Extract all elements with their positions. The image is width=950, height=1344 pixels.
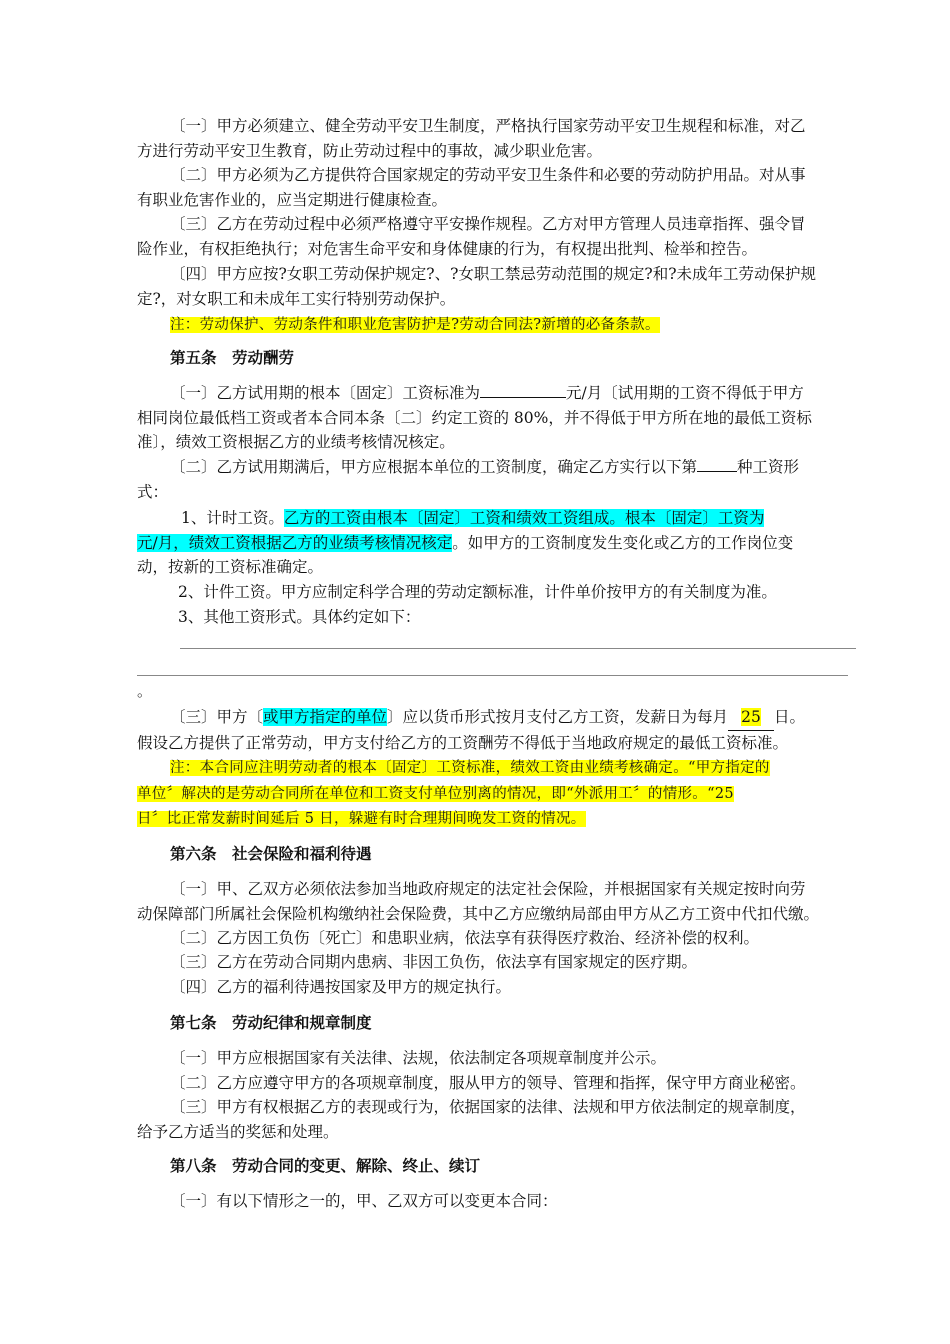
art6-heading: 第六条 社会保险和福利待遇 [170,844,372,863]
art4-note [137,312,862,338]
item1-line3: 动，按新的工资标准确定。 [137,558,324,576]
art8-clause-1 [137,1189,862,1214]
art4-clause-4-line2: 定?，对女职工和未成年工实行特别劳动保护。 [137,289,456,308]
art8-clause-1-text: 〔一〕有以下情形之一的，甲、乙双方可以变更本合同： [170,1192,558,1210]
payday-value: 25 [741,708,761,726]
art5-note-line2: 单位〞解决的是劳动合同所在单位和工资支付单位别离的情况，即“外派用工〞的情形。“25 [137,785,734,802]
wage-type-blank [697,456,737,472]
art5-clause-3-line2: 假设乙方提供了正常劳动，甲方支付给乙方的工资酬劳不得低于当地政府规定的最低工资标准。 [137,733,789,752]
item1-highlight-1: 乙方的工资由根本〔固定〕工资和绩效工资组成。根本〔固定〕工资为 [283,509,765,527]
art4-clause-1 [137,114,862,163]
art5-clause-1-text-b: 元/月〔试用期的工资不得低于甲方 [566,384,804,402]
art7-clause-1-text: 〔一〕甲方应根据国家有关法律、法规，依法制定各项规章制度并公示。 [170,1049,667,1067]
art5-clause-1-text-a: 〔一〕乙方试用期的根本〔固定〕工资标准为 [170,384,481,402]
art5-note-line1: 注：本合同应注明劳动者的根本〔固定〕工资标准，绩效工资由业绩考核确定。“甲方指定的 [170,760,770,776]
art4-clause-2 [137,163,862,212]
item1-label: 1、计时工资。 [181,509,284,527]
art6-clause-1-line1: 〔一〕甲、乙双方必须依法参加当地政府规定的法定社会保险，并根据国家有关规定按时向劳 [170,880,806,898]
art7-heading: 第七条 劳动纪律和规章制度 [170,1013,372,1032]
item3-text: 3、其他工资形式。具体约定如下： [178,608,421,626]
art6-clause-3-text: 〔三〕乙方在劳动合同期内患病、非因工负伤，依法享有国家规定的医疗期。 [170,953,698,971]
end-mark: 。 [137,682,153,700]
fill-in-line-2 [137,675,848,676]
art6-clause-2 [137,926,862,951]
art4-clause-1-line1: 〔一〕甲方必须建立、健全劳动平安卫生制度，严格执行国家劳动平安卫生规程和标准，对乙 [170,117,806,135]
designated-unit-highlight: 或甲方指定的单位 [263,708,388,726]
art6-clause-3 [137,950,862,975]
art5-clause-1-line2: 相同岗位最低档工资或者本合同本条〔二〕约定工资的 80%，并不得低于甲方所在地的最低工资标 [137,408,812,427]
art4-clause-4 [137,262,862,311]
art4-clause-1-line2: 方进行劳动平安卫生教育，防止劳动过程中的事故，减少职业危害。 [137,141,603,160]
art4-clause-4-line1: 〔四〕甲方应按?女职工劳动保护规定?、?女职工禁忌劳动范围的规定?和?未成年工劳动保护规 [170,265,817,283]
art5-note-line3: 日〞比正常发薪时间延后 5 日，躲避有时合理期间晚发工资的情况。 [137,811,586,827]
art5-clause-3-text-a: 〔三〕甲方〔 [170,708,264,726]
art5-item-2 [137,580,862,605]
base-wage-blank [480,382,566,398]
art7-clause-1 [137,1046,862,1071]
item1-text-b: 。如甲方的工资制度发生变化或乙方的工作岗位变 [452,533,794,552]
art7-clause-2-text: 〔二〕乙方应遵守甲方的各项规章制度，服从甲方的领导、管理和指挥，保守甲方商业秘密。 [170,1074,806,1092]
art6-clause-1-line2: 动保障部门所属社会保险机构缴纳社会保险费，其中乙方应缴纳局部由甲方从乙方工资中代扣代缴。 [137,904,820,923]
art6-clause-4-text: 〔四〕乙方的福利待遇按国家及甲方的规定执行。 [170,978,512,996]
art5-clause-1 [137,381,862,455]
art4-clause-2-line2: 有职业危害作业的，应当定期进行健康检查。 [137,190,448,209]
item2-text: 2、计件工资。甲方应制定科学合理的劳动定额标准，计件单价按甲方的有关制度为准。 [178,583,777,601]
art5-clause-3 [137,705,862,755]
art5-clause-1-line3: 准〕，绩效工资根据乙方的业绩考核情况核定。 [137,433,455,451]
art4-clause-3 [137,212,862,261]
art6-clause-2-text: 〔二〕乙方因工负伤〔死亡〕和患职业病，依法享有获得医疗救治、经济补偿的权利。 [170,929,760,947]
art5-clause-3-text-c: 日。 [774,708,806,726]
art5-clause-3-text-b: 〕应以货币形式按月支付乙方工资，发薪日为每月 [387,708,729,726]
art7-clause-3 [137,1095,862,1144]
fill-in-line-1 [180,648,856,649]
art5-heading: 第五条 劳动酬劳 [170,348,295,367]
art7-clause-2 [137,1071,862,1096]
art7-clause-3-line2: 给予乙方适当的奖惩和处理。 [137,1122,339,1141]
art4-clause-3-line1: 〔三〕乙方在劳动过程中必须严格遵守平安操作规程。乙方对甲方管理人员违章指挥、强令冒 [170,215,806,233]
item1-highlight-2: 元/月，绩效工资根据乙方的业绩考核情况核定 [137,533,453,552]
art4-note-text: 注：劳动保护、劳动条件和职业危害防护是?劳动合同法?新增的必备条款。 [170,317,660,333]
art5-clause-2-text-b: 种工资形 [737,458,800,476]
art5-clause-2-line2: 式： [137,482,169,501]
art5-clause-2 [137,455,862,504]
art5-clause-2-text-a: 〔二〕乙方试用期满后，甲方应根据本单位的工资制度，确定乙方实行以下第 [170,458,698,476]
art6-clause-4 [137,975,862,1000]
art5-item-3 [137,605,862,630]
art8-heading: 第八条 劳动合同的变更、解除、终止、续订 [170,1156,481,1175]
art5-note [137,755,862,832]
art7-clause-3-line1: 〔三〕甲方有权根据乙方的表现或行为，依据国家的法律、法规和甲方依法制定的规章制度， [170,1098,806,1116]
art6-clause-1 [137,877,862,926]
art4-clause-3-line2: 险作业，有权拒绝执行；对危害生命平安和身体健康的行为，有权提出批判、检举和控告。 [137,239,758,258]
art5-item-1 [137,506,862,580]
art4-clause-2-line1: 〔二〕甲方必须为乙方提供符合国家规定的劳动平安卫生条件和必要的劳动防护用品。对从事 [170,166,806,184]
